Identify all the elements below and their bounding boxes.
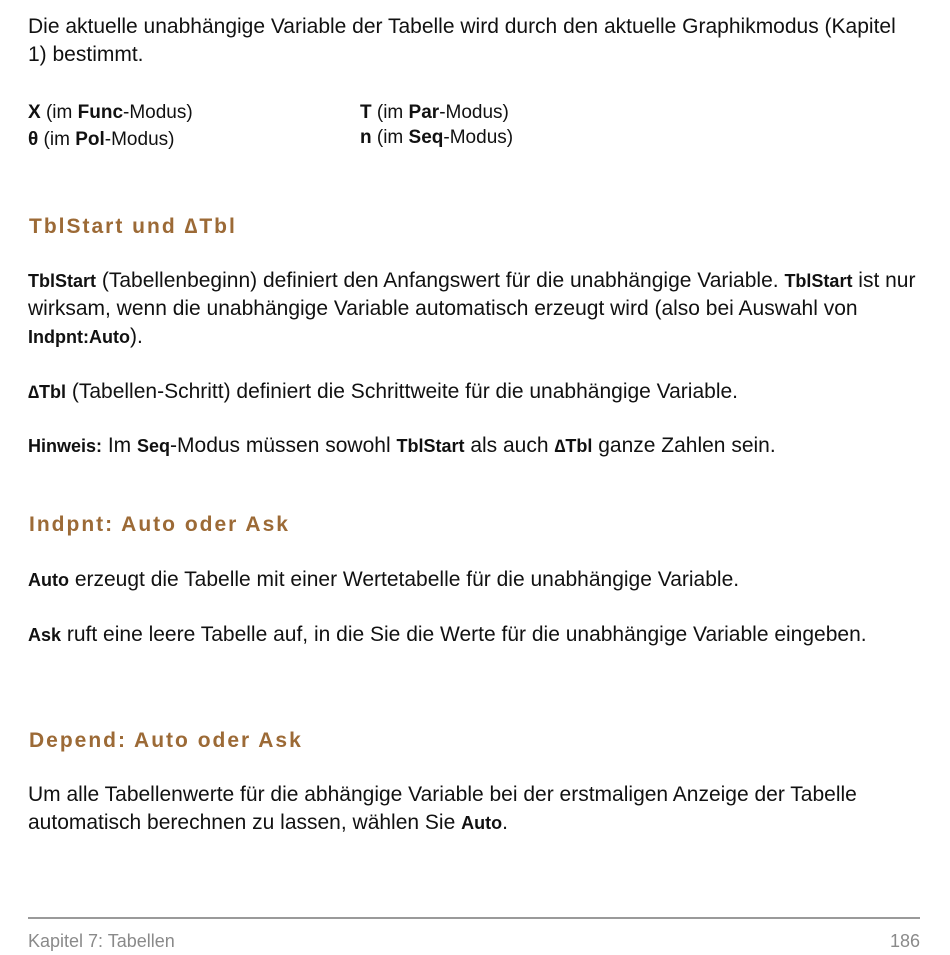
tblstart-paragraph <box>28 267 920 351</box>
indpnt-ask-text: ruft eine leere Tabelle auf, in die Sie die Werte für die unabhängige Variable eingeben. <box>61 623 867 646</box>
document-page <box>28 0 920 955</box>
deltatbl-paragraph <box>28 378 920 406</box>
section-heading-tblstart: TblStart und ∆Tbl <box>29 215 237 238</box>
keyword-deltatbl-2: ∆Tbl <box>554 436 593 456</box>
depend-paragraph <box>28 781 920 837</box>
mode-func-name: Func <box>77 102 124 123</box>
tblstart-text-2: ist nur wirksam, wenn die unabhängige Variable automatisch erzeugt wird (also bei Auswahl von <box>28 269 916 320</box>
mode-func-post: -Modus) <box>123 102 193 123</box>
footer-divider <box>28 917 920 919</box>
mode-seq-pre: (im <box>371 127 409 148</box>
mode-par-post: -Modus) <box>439 102 509 123</box>
keyword-tblstart-3: TblStart <box>396 436 465 456</box>
mode-func-pre: (im <box>40 102 78 123</box>
mode-pol-pre: (im <box>38 129 76 150</box>
hinweis-text-4: ganze Zahlen sein. <box>592 434 776 457</box>
keyword-tblstart: TblStart <box>28 271 97 291</box>
mode-seq-name: Seq <box>408 127 444 148</box>
keyword-deltatbl: ∆Tbl <box>28 382 67 402</box>
mode-seq <box>360 125 513 151</box>
hinweis-paragraph <box>28 432 920 460</box>
keyword-hinweis: Hinweis: <box>28 436 103 456</box>
deltatbl-text: (Tabellen-Schritt) definiert die Schrittweite für die unabhängige Variable. <box>66 380 738 403</box>
hinweis-text-2: -Modus müssen sowohl <box>170 434 397 457</box>
indpnt-auto-text: erzeugt die Tabelle mit einer Wertetabelle für die unabhängige Variable. <box>68 568 740 591</box>
hinweis-text-1: Im <box>102 434 138 457</box>
mode-func <box>28 100 193 126</box>
tblstart-text-3: ). <box>129 325 143 348</box>
intro-paragraph <box>28 13 920 69</box>
depend-text-1: Um alle Tabellenwerte für die abhängige Variable bei der erstmaligen Anzeige der Tabelle automatisch berechnen zu lassen, wählen Sie <box>28 783 857 834</box>
mode-seq-post: -Modus) <box>443 127 514 148</box>
mode-par-var: T <box>360 102 372 123</box>
section-heading-depend: Depend: Auto oder Ask <box>29 729 303 752</box>
indpnt-auto-paragraph <box>28 566 920 594</box>
indpnt-ask-paragraph <box>28 621 920 649</box>
mode-pol-post: -Modus) <box>104 129 175 150</box>
section-heading-indpnt: Indpnt: Auto oder Ask <box>29 513 290 536</box>
depend-text-2: . <box>502 811 508 834</box>
hinweis-text-3: als auch <box>464 434 555 457</box>
mode-pol <box>28 127 174 153</box>
footer-page-number: 186 <box>889 931 920 951</box>
keyword-auto: Auto <box>28 570 69 590</box>
keyword-indpnt-auto: Indpnt:Auto <box>28 327 130 347</box>
mode-par-name: Par <box>408 102 440 123</box>
mode-pol-name: Pol <box>75 129 105 150</box>
mode-par <box>360 100 509 126</box>
keyword-ask: Ask <box>28 625 62 645</box>
keyword-auto-2: Auto <box>461 813 503 833</box>
mode-pol-var: θ <box>28 129 39 150</box>
mode-func-var: X <box>28 102 41 123</box>
mode-seq-var: n <box>360 127 372 148</box>
tblstart-text-1: (Tabellenbeginn) definiert den Anfangswert für die unabhängige Variable. <box>96 269 785 292</box>
footer-chapter: Kapitel 7: Tabellen <box>28 931 175 951</box>
keyword-seq: Seq <box>137 436 171 456</box>
keyword-tblstart-2: TblStart <box>784 271 853 291</box>
mode-par-pre: (im <box>371 102 409 123</box>
intro-text: Die aktuelle unabhängige Variable der Tabelle wird durch den aktuelle Graphikmodus (Kapitel 1) bestimmt. <box>28 15 896 66</box>
